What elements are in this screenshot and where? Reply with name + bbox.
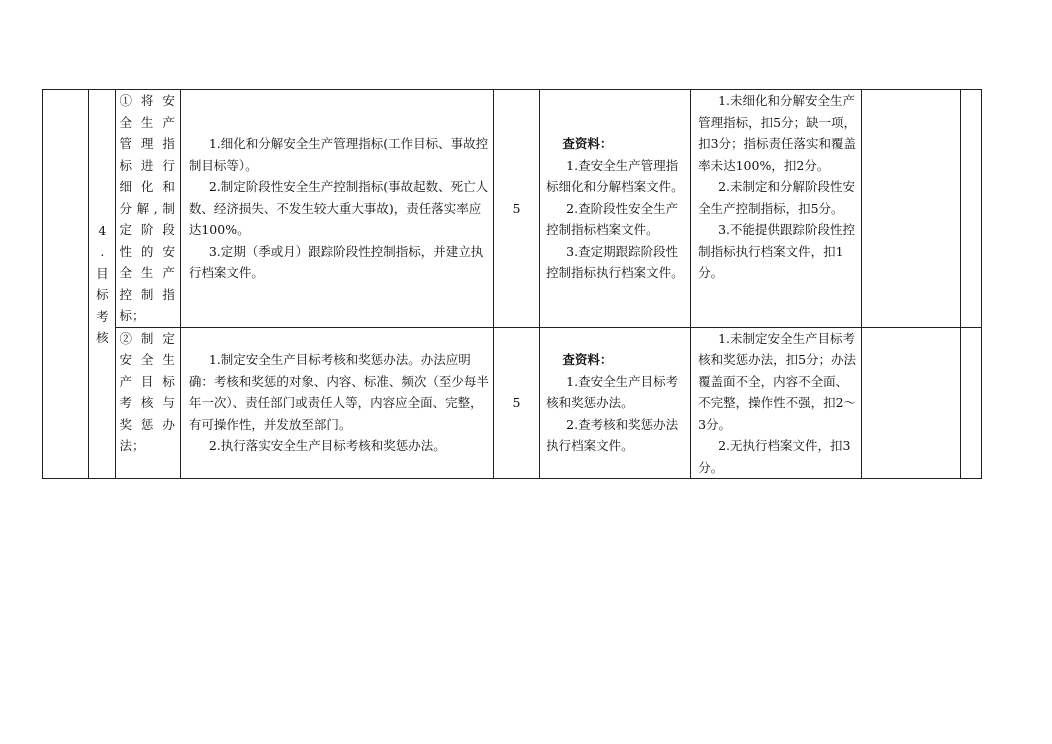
category-dot: .	[100, 244, 105, 259]
deduction-paragraph: 2.未制定和分解阶段性安全生产控制指标，扣5分。	[698, 179, 856, 216]
category-char: 核	[96, 330, 109, 345]
category-char: 考	[96, 308, 109, 324]
deduction-paragraph: 3.不能提供跟踪阶段性控制指标执行档案文件，扣1分。	[698, 222, 856, 280]
standard-paragraph: 1.细化和分解安全生产管理指标(工作目标、事故控制目标等）。	[188, 136, 489, 173]
deduction-paragraph: 1.未制定安全生产目标考核和奖惩办法，扣5分；办法覆盖面不全，内容不全面、不完整，操作性不强，扣2～3分。	[698, 330, 857, 432]
standard-paragraph: 3.定期（季或月）跟踪阶段性控制指标，并建立执行档案文件。	[188, 243, 484, 280]
method-title: 查资料：	[562, 352, 613, 367]
standard-cell	[180, 327, 493, 479]
score-cell: 5	[493, 327, 539, 479]
item-line: 定阶段	[119, 222, 175, 237]
deduction-paragraph: 2.无执行档案文件，扣3分。	[698, 438, 851, 475]
standard-paragraph: 2.执行落实安全生产目标考核和奖惩办法。	[208, 438, 446, 453]
item-line: 全生产	[119, 114, 175, 130]
method-title: 查资料：	[562, 136, 613, 151]
method-paragraph: 2.查考核和奖惩办法执行档案文件。	[546, 416, 679, 453]
empty-cell	[960, 90, 981, 328]
item-cell	[116, 327, 180, 479]
empty-cell	[862, 327, 961, 479]
item-line: 法；	[119, 438, 145, 453]
empty-cell	[862, 90, 961, 328]
method-paragraph: 3.查定期跟踪阶段性控制指标执行档案文件。	[546, 243, 684, 280]
item-line: 奖惩办	[119, 416, 175, 432]
standard-paragraph: 2.制定阶段性安全生产控制指标(事故起数、死亡人数、经济损失、不发生较大重大事故)，责任落实率应达100%。	[188, 179, 489, 237]
table-row	[43, 327, 982, 479]
category-cell	[89, 90, 116, 479]
category-number: 4	[98, 222, 107, 238]
method-paragraph: 1.查安全生产目标考核和奖惩办法。	[546, 373, 679, 410]
deduction-paragraph: 1.未细化和分解安全生产管理指标，扣5分；缺一项，扣3分；指标责任落实和覆盖率未达100%，扣2分。	[698, 93, 857, 173]
item-line: 控制指	[119, 286, 175, 302]
item-line: ①将安	[119, 93, 175, 108]
item-line: ②制定	[119, 330, 175, 346]
standard-cell	[180, 90, 493, 328]
method-paragraph: 2.查阶段性安全生产控制指标档案文件。	[546, 200, 679, 237]
table-row	[43, 90, 982, 328]
item-line: 细化和	[119, 179, 175, 194]
deduction-cell	[691, 90, 862, 328]
blank-cell	[43, 90, 89, 479]
standard-paragraph: 1.制定安全生产目标考核和奖惩办法。办法应明确：考核和奖惩的对象、内容、标准、频次（至少每半年一次）、责任部门或责任人等，内容应全面、完整，有可操作性，并发放至部门。	[188, 352, 489, 432]
method-cell	[540, 327, 691, 479]
item-line: 分解,制	[119, 200, 175, 216]
method-cell	[540, 90, 691, 328]
score-cell: 5	[493, 90, 539, 328]
deduction-cell	[691, 327, 862, 479]
item-cell	[116, 90, 180, 328]
assessment-table	[42, 89, 982, 479]
item-line: 管理指	[119, 136, 175, 151]
category-char: 目	[96, 265, 109, 281]
item-line: 安全生	[119, 352, 175, 367]
item-line: 性的安	[119, 243, 175, 259]
item-line: 产目标	[119, 373, 175, 389]
item-line: 全生产	[119, 265, 175, 280]
method-paragraph: 1.查安全生产管理指标细化和分解档案文件。	[546, 157, 684, 194]
category-char: 标	[96, 287, 109, 302]
empty-cell	[960, 327, 981, 479]
item-line: 考核与	[119, 395, 175, 410]
item-line: 标；	[119, 308, 145, 323]
item-line: 标进行	[119, 157, 175, 173]
